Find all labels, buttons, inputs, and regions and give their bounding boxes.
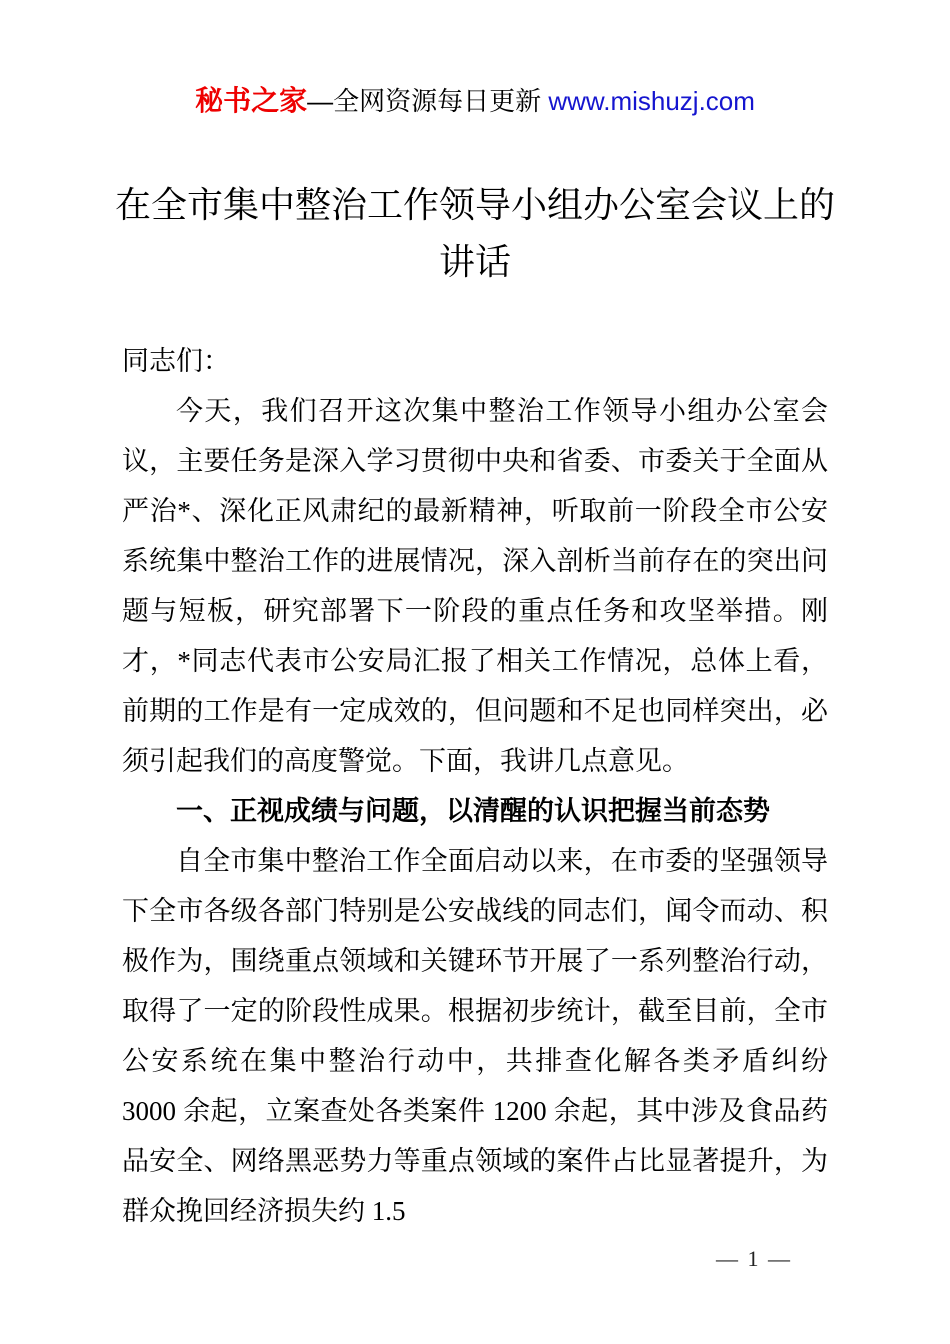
site-header (0, 0, 950, 116)
page-footer (716, 1246, 792, 1272)
site-url-link[interactable]: www.mishuzj.com (548, 86, 755, 116)
page-number: — 1 — (716, 1246, 792, 1271)
section-heading: 一、正视成绩与问题，以清醒的认识把握当前态势 (176, 796, 770, 826)
site-tagline: —全网资源每日更新 (307, 86, 549, 116)
paragraph: 自全市集中整治工作全面启动以来，在市委的坚强领导下全市各级各部门特别是公安战线的同志们，闻令而动、积极作为，围绕重点领域和关键环节开展了一系列整治行动，取得了一定的阶段性成果。根据初步统计，截至目前，全市公安系统在集中整治行动中，共排查化解各类矛盾纠纷 3000 余起，立案查处各类案件 1200 余起，其中涉及食品药品安全、网络黑恶势力等重点领域的案件占比显著提升，为群众挽回经济损失约 1.5 (122, 846, 828, 1226)
document-title: 在全市集中整治工作领导小组办公室会议上的讲话 (114, 184, 835, 282)
paragraph: 同志们： (122, 346, 230, 376)
paragraph: 今天，我们召开这次集中整治工作领导小组办公室会议，主要任务是深入学习贯彻中央和省委、市委关于全面从严治*、深化正风肃纪的最新精神，听取前一阶段全市公安系统集中整治工作的进展情况，深入剖析当前存在的突出问题与短板，研究部署下一阶段的重点任务和攻坚举措。刚才，*同志代表市公安局汇报了相关工作情况，总体上看，前期的工作是有一定成效的，但问题和不足也同样突出，必须引起我们的高度警觉。下面，我讲几点意见。 (122, 396, 828, 776)
document-body (122, 336, 828, 1236)
site-brand: 秘书之家 (195, 85, 308, 116)
